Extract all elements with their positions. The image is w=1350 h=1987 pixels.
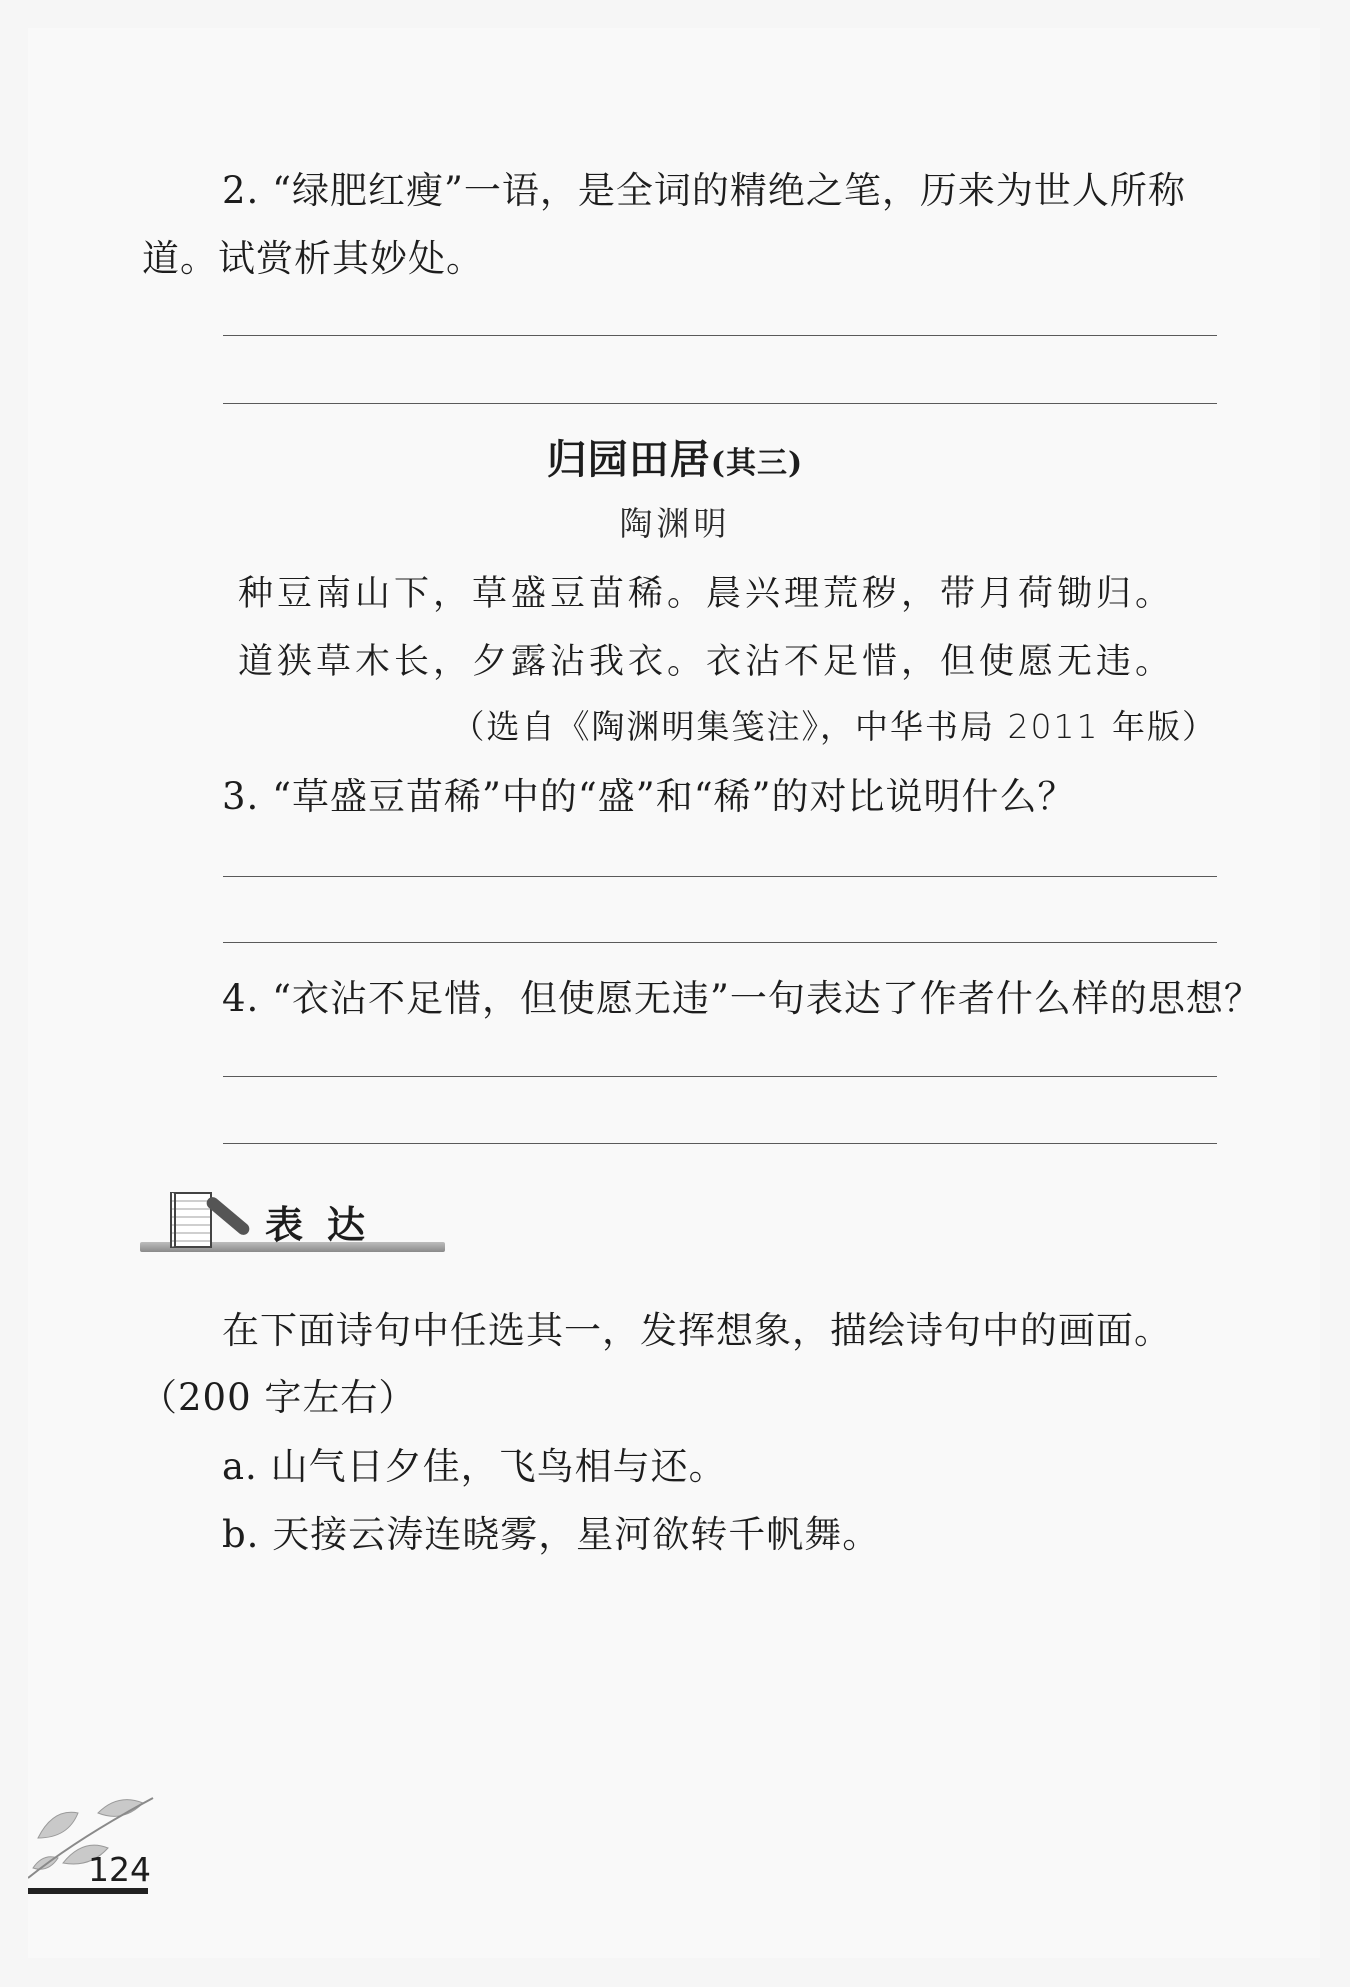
answer-line-q2-1[interactable] <box>223 335 1217 336</box>
poem-title-sub: (其三) <box>710 446 804 481</box>
option-b: b. 天接云涛连晓雾，星河欲转千帆舞。 <box>222 1513 881 1556</box>
expression-instruction-line-1: 在下面诗句中任选其一，发挥想象，描绘诗句中的画面。 <box>222 1309 1172 1352</box>
question-3: 3. “草盛豆苗稀”中的“盛”和“稀”的对比说明什么？ <box>222 775 1076 818</box>
poem-source: （选自《陶渊明集笺注》，中华书局 2011 年版） <box>451 707 1217 746</box>
answer-line-q3-2[interactable] <box>223 942 1217 943</box>
poem-line-2: 道狭草木长，夕露沾我衣。衣沾不足惜，但使愿无违。 <box>238 642 1175 682</box>
section-title: 表达 <box>265 1202 390 1247</box>
expression-instruction-line-2: （200 字左右） <box>140 1376 417 1419</box>
question-2-line-2: 道。试赏析其妙处。 <box>142 237 484 280</box>
question-2-line-1: 2. “绿肥红瘦”一语，是全词的精绝之笔，历来为世人所称 <box>222 169 1186 212</box>
poem-line-1: 种豆南山下，草盛豆苗稀。晨兴理荒秽，带月荷锄归。 <box>238 574 1175 614</box>
poem-title <box>0 428 1350 485</box>
poem-author: 陶渊明 <box>619 504 731 543</box>
answer-line-q2-2[interactable] <box>223 403 1217 404</box>
answer-line-q4-1[interactable] <box>223 1076 1217 1077</box>
option-a: a. 山气日夕佳，飞鸟相与还。 <box>222 1445 727 1488</box>
poem-title-main: 归园田居 <box>546 436 711 483</box>
answer-line-q3-1[interactable] <box>223 876 1217 877</box>
section-header-expression <box>140 1192 450 1262</box>
question-4: 4. “衣沾不足惜，但使愿无违”一句表达了作者什么样的思想？ <box>222 977 1262 1020</box>
answer-line-q4-2[interactable] <box>223 1143 1217 1144</box>
page-number: 124 <box>88 1850 151 1889</box>
